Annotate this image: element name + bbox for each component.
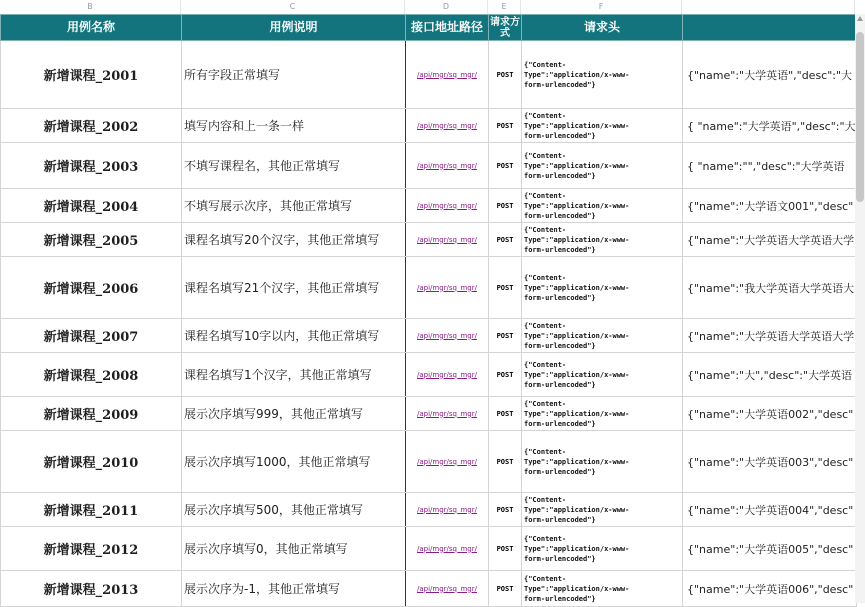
request-headers-cell[interactable]: {"Content- Type":"application/x-www- form-urlencoded"} <box>522 319 683 353</box>
request-body-cell[interactable]: {"name":"大学英语大学英语大学 <box>683 223 857 257</box>
request-headers-cell[interactable]: {"Content- Type":"application/x-www- form-urlencoded"} <box>522 571 683 607</box>
header-method[interactable]: 请求方式 <box>490 16 520 39</box>
table-row <box>1 319 857 353</box>
case-desc-cell[interactable]: 展示次序填写500，其他正常填写 <box>182 493 406 527</box>
table-row <box>1 527 857 571</box>
request-body-cell[interactable]: { "name":"","desc":"大学英语 <box>683 143 857 189</box>
header-api-path[interactable]: 接口地址路径 <box>406 15 489 41</box>
request-headers-cell[interactable]: {"Content- Type":"application/x-www- form-urlencoded"} <box>522 397 683 431</box>
request-body-cell[interactable]: { "name":"大学英语","desc":"大 <box>683 109 857 143</box>
table-row <box>1 353 857 397</box>
request-body-cell[interactable]: {"name":"大学英语003","desc" <box>683 431 857 493</box>
request-headers-cell[interactable]: {"Content- Type":"application/x-www- form-urlencoded"} <box>522 431 683 493</box>
api-path-link[interactable]: /api/mgr/sq_mgr/ <box>406 41 489 109</box>
method-cell[interactable]: POST <box>489 319 522 353</box>
api-path-link[interactable]: /api/mgr/sq_mgr/ <box>406 143 489 189</box>
case-desc-cell[interactable]: 不填写展示次序，其他正常填写 <box>182 189 406 223</box>
column-letter-c[interactable]: C <box>181 0 405 14</box>
case-name-cell[interactable]: 新增课程_2001 <box>1 41 182 109</box>
method-cell[interactable]: POST <box>489 571 522 607</box>
case-name-cell[interactable]: 新增课程_2010 <box>1 431 182 493</box>
case-desc-cell[interactable]: 填写内容和上一条一样 <box>182 109 406 143</box>
api-path-link[interactable]: /api/mgr/sq_mgr/ <box>406 223 489 257</box>
table-row <box>1 189 857 223</box>
request-body-cell[interactable]: {"name":"大学英语大学英语大学 <box>683 319 857 353</box>
column-letter-g[interactable] <box>682 0 855 14</box>
column-letter-e[interactable]: E <box>488 0 521 14</box>
request-headers-cell[interactable]: {"Content- Type":"application/x-www- form-urlencoded"} <box>522 257 683 319</box>
method-cell[interactable]: POST <box>489 493 522 527</box>
api-path-link[interactable]: /api/mgr/sq_mgr/ <box>406 109 489 143</box>
request-headers-cell[interactable]: {"Content- Type":"application/x-www- form-urlencoded"} <box>522 223 683 257</box>
table-row <box>1 493 857 527</box>
case-name-cell[interactable]: 新增课程_2013 <box>1 571 182 607</box>
table-row <box>1 397 857 431</box>
request-body-cell[interactable]: {"name":"大学英语002","desc" <box>683 397 857 431</box>
case-name-cell[interactable]: 新增课程_2008 <box>1 353 182 397</box>
request-body-cell[interactable]: {"name":"我大学英语大学英语大 <box>683 257 857 319</box>
header-request-body[interactable] <box>683 15 857 41</box>
method-cell[interactable]: POST <box>489 223 522 257</box>
case-name-cell[interactable]: 新增课程_2003 <box>1 143 182 189</box>
column-letter-b[interactable]: B <box>0 0 181 14</box>
case-desc-cell[interactable]: 不填写课程名，其他正常填写 <box>182 143 406 189</box>
test-case-table <box>0 14 857 607</box>
api-path-link[interactable]: /api/mgr/sq_mgr/ <box>406 493 489 527</box>
api-path-link[interactable]: /api/mgr/sq_mgr/ <box>406 431 489 493</box>
column-letter-f[interactable]: F <box>521 0 682 14</box>
request-body-cell[interactable]: {"name":"大学英语","desc":"大 <box>683 41 857 109</box>
api-path-link[interactable]: /api/mgr/sq_mgr/ <box>406 353 489 397</box>
api-path-link[interactable]: /api/mgr/sq_mgr/ <box>406 571 489 607</box>
api-path-link[interactable]: /api/mgr/sq_mgr/ <box>406 397 489 431</box>
scroll-up-icon[interactable] <box>857 16 863 21</box>
request-headers-cell[interactable]: {"Content- Type":"application/x-www- form-urlencoded"} <box>522 41 683 109</box>
case-desc-cell[interactable]: 课程名填写10字以内，其他正常填写 <box>182 319 406 353</box>
table-row <box>1 143 857 189</box>
request-headers-cell[interactable]: {"Content- Type":"application/x-www- form-urlencoded"} <box>522 143 683 189</box>
case-desc-cell[interactable]: 展示次序填写1000，其他正常填写 <box>182 431 406 493</box>
header-row <box>1 15 857 41</box>
method-cell[interactable]: POST <box>489 189 522 223</box>
scrollbar-thumb[interactable] <box>856 32 864 202</box>
header-case-name[interactable]: 用例名称 <box>1 15 182 41</box>
table-row <box>1 431 857 493</box>
request-headers-cell[interactable]: {"Content- Type":"application/x-www- form-urlencoded"} <box>522 353 683 397</box>
case-desc-cell[interactable]: 所有字段正常填写 <box>182 41 406 109</box>
table-row <box>1 109 857 143</box>
case-name-cell[interactable]: 新增课程_2011 <box>1 493 182 527</box>
case-name-cell[interactable]: 新增课程_2005 <box>1 223 182 257</box>
vertical-scrollbar[interactable] <box>855 14 865 603</box>
api-path-link[interactable]: /api/mgr/sq_mgr/ <box>406 189 489 223</box>
request-body-cell[interactable]: {"name":"大学英语004","desc" <box>683 493 857 527</box>
case-name-cell[interactable]: 新增课程_2004 <box>1 189 182 223</box>
method-cell[interactable]: POST <box>489 527 522 571</box>
method-cell[interactable]: POST <box>489 353 522 397</box>
case-name-cell[interactable]: 新增课程_2007 <box>1 319 182 353</box>
method-cell[interactable]: POST <box>489 41 522 109</box>
case-desc-cell[interactable]: 课程名填写21个汉字，其他正常填写 <box>182 257 406 319</box>
method-cell[interactable]: POST <box>489 109 522 143</box>
table-row <box>1 41 857 109</box>
case-name-cell[interactable]: 新增课程_2006 <box>1 257 182 319</box>
method-cell[interactable]: POST <box>489 257 522 319</box>
method-cell[interactable]: POST <box>489 431 522 493</box>
case-name-cell[interactable]: 新增课程_2002 <box>1 109 182 143</box>
method-cell[interactable]: POST <box>489 143 522 189</box>
header-case-desc[interactable]: 用例说明 <box>182 15 406 41</box>
request-headers-cell[interactable]: {"Content- Type":"application/x-www- form-urlencoded"} <box>522 109 683 143</box>
method-cell[interactable]: POST <box>489 397 522 431</box>
request-headers-cell[interactable]: {"Content- Type":"application/x-www- form-urlencoded"} <box>522 189 683 223</box>
case-desc-cell[interactable]: 展示次序填写0，其他正常填写 <box>182 527 406 571</box>
case-desc-cell[interactable]: 课程名填写20个汉字，其他正常填写 <box>182 223 406 257</box>
api-path-link[interactable]: /api/mgr/sq_mgr/ <box>406 319 489 353</box>
request-headers-cell[interactable]: {"Content- Type":"application/x-www- form-urlencoded"} <box>522 527 683 571</box>
column-letter-bar <box>0 0 865 15</box>
request-headers-cell[interactable]: {"Content- Type":"application/x-www- form-urlencoded"} <box>522 493 683 527</box>
case-desc-cell[interactable]: 课程名填写1个汉字，其他正常填写 <box>182 353 406 397</box>
case-name-cell[interactable]: 新增课程_2009 <box>1 397 182 431</box>
api-path-link[interactable]: /api/mgr/sq_mgr/ <box>406 527 489 571</box>
case-desc-cell[interactable]: 展示次序填写999，其他正常填写 <box>182 397 406 431</box>
request-body-cell[interactable]: {"name":"大学英语005","desc" <box>683 527 857 571</box>
header-request-headers[interactable]: 请求头 <box>522 15 683 41</box>
table-row <box>1 223 857 257</box>
column-letter-d[interactable]: D <box>405 0 488 14</box>
spreadsheet-grid <box>0 14 865 607</box>
request-body-cell[interactable]: {"name":"大学语文001","desc" <box>683 189 857 223</box>
table-row <box>1 257 857 319</box>
case-name-cell[interactable]: 新增课程_2012 <box>1 527 182 571</box>
case-desc-cell[interactable]: 展示次序为-1，其他正常填写 <box>182 571 406 607</box>
request-body-cell[interactable]: {"name":"大","desc":"大学英语 <box>683 353 857 397</box>
api-path-link[interactable]: /api/mgr/sq_mgr/ <box>406 257 489 319</box>
table-row <box>1 571 857 607</box>
request-body-cell[interactable]: {"name":"大学英语006","desc" <box>683 571 857 607</box>
